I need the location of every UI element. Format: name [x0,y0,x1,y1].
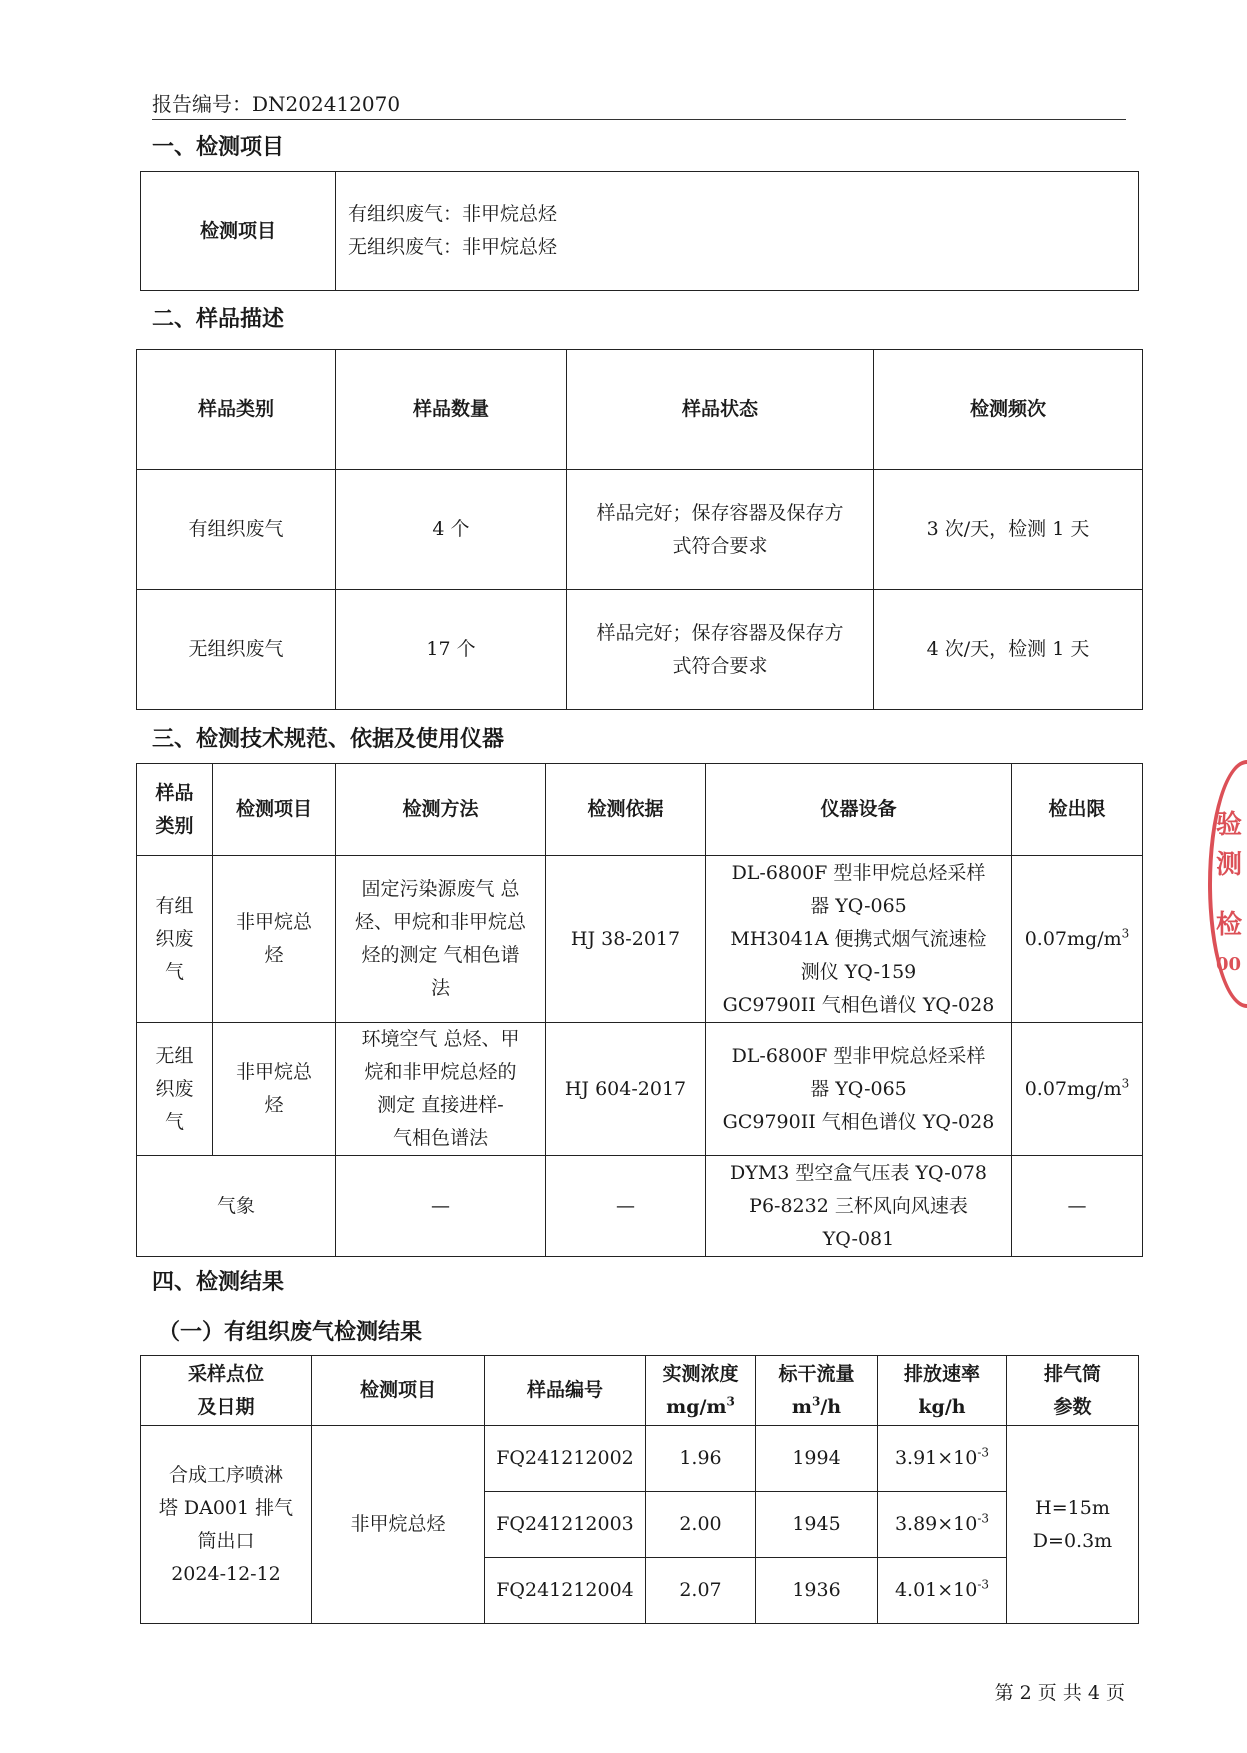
detection-items-label: 检测项目 [141,172,336,291]
sampling-point: 合成工序喷淋 塔 DA001 排气 筒出口 2024-12-12 [141,1426,312,1624]
section4-subtitle: （一）有组织废气检测结果 [158,1319,423,1345]
section1-title: 一、检测项目 [152,134,285,160]
table-row: 有组 织废 气 非甲烷总 烃 固定污染源废气 总 烃、甲烷和非甲烷总 烃的测定 气相色谱 法 HJ 38-2017 DL-6800F 型非甲烷总烃采样 器 YQ-065 MH3041A 便携式烟气流速检 测仪 YQ-159 GC9790II 气相色谱仪 YQ-028 $0.07mg/m^3$ [137,856,1143,1023]
method-instrument-table [136,763,1143,1257]
table-row: 无组 织废 气 非甲烷总 烃 环境空气 总烃、甲 烷和非甲烷总烃的 测定 直接进样- 气相色谱法 HJ 604-2017 DL-6800F 型非甲烷总烃采样 器 YQ-065 GC9790II 气相色谱仪 YQ-028 $0.07mg/m^3$ [137,1023,1143,1156]
detection-items-list: 有组织废气：非甲烷总烃 无组织废气：非甲烷总烃 [336,172,1139,291]
page-number: 第 2 页 共 4 页 [994,1682,1125,1704]
emission-results-table [140,1355,1139,1624]
official-seal-stamp: 验 测 检 00 [1208,760,1247,1008]
header-divider [152,119,1126,120]
stack-params: H=15m D=0.3m [1007,1426,1139,1624]
table-row: 无组织废气 17 个 样品完好；保存容器及保存方 式符合要求 4 次/天，检测 1 天 [137,590,1143,710]
section2-title: 二、样品描述 [152,306,285,332]
table-row: FQ241212004 2.07 1936 $4.01\times 10^{-3}$ [141,1558,1139,1624]
table-header-row: 样品 类别 检测项目 检测方法 检测依据 仪器设备 检出限 [137,764,1143,856]
table-row: 合成工序喷淋 塔 DA001 排气 筒出口 2024-12-12 非甲烷总烃 FQ241212002 1.96 1994 $3.91\times 10^{-3}$ H=15m D=0.3m [141,1426,1139,1492]
result-item: 非甲烷总烃 [312,1426,485,1624]
table-row: FQ241212003 2.00 1945 $3.89\times 10^{-3}$ [141,1492,1139,1558]
table-row: 气象 — — DYM3 型空盒气压表 YQ-078 P6-8232 三杯风向风速表 YQ-081 — [137,1156,1143,1257]
section4-title: 四、检测结果 [152,1269,285,1295]
table-header-row: 样品类别 样品数量 样品状态 检测频次 [137,350,1143,470]
sample-description-table [136,349,1143,710]
section3-title: 三、检测技术规范、依据及使用仪器 [152,726,505,752]
table-header-row: 采样点位 及日期 检测项目 样品编号 实测浓度 $mg/m^3$ 标干流量 $m^3/h$ 排放速率 kg/h 排气筒 参数 [141,1356,1139,1426]
table-row: 有组织废气 4 个 样品完好；保存容器及保存方 式符合要求 3 次/天，检测 1 天 [137,470,1143,590]
report-number: 报告编号：DN202412070 [152,92,401,116]
detection-items-table [140,171,1139,291]
